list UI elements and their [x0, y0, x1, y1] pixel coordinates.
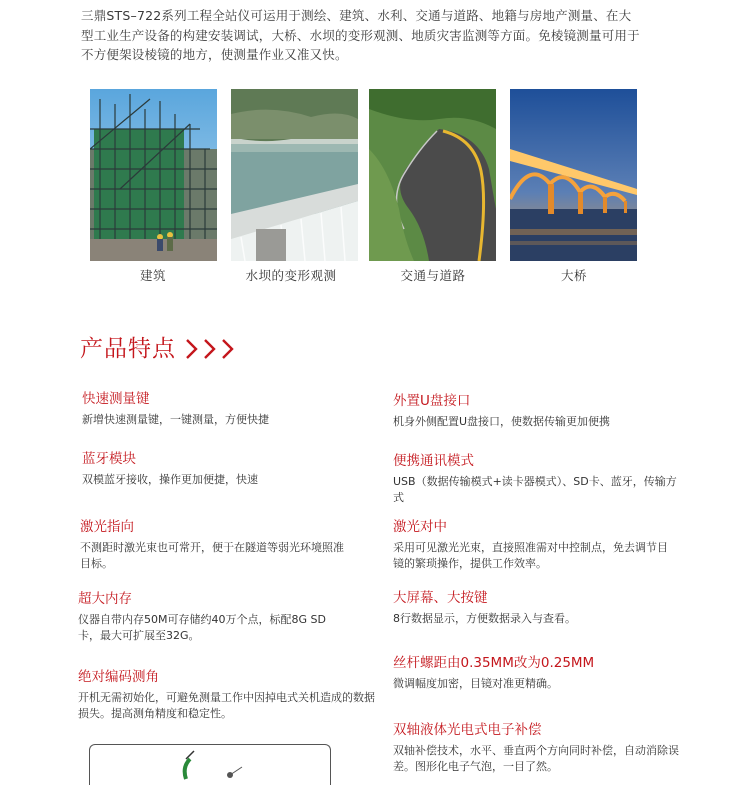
- photo-caption: 水坝的变形观测: [245, 268, 337, 283]
- feature-item: [78, 668, 378, 722]
- feature-desc: 双模蓝牙接收，操作更加便捷，快速: [82, 473, 258, 486]
- triple-chevron-icon: [184, 336, 240, 362]
- photo-caption: 交通与道路: [400, 268, 466, 283]
- feature-title: 丝杆螺距由0.35MM改为0.25MM: [393, 655, 595, 671]
- feature-item: [393, 392, 683, 430]
- feature-title: 激光对中: [393, 519, 447, 535]
- feature-item: [393, 518, 673, 572]
- feature-item: [78, 590, 350, 644]
- feature-item: [393, 654, 693, 692]
- feature-desc: 双轴补偿技术，水平、垂直两个方向同时补偿，自动消除误差。图形化电子气泡，一目了然。: [393, 744, 679, 773]
- feature-item: [393, 452, 685, 506]
- feature-title: 双轴液体光电式电子补偿: [393, 722, 542, 738]
- feature-title: 绝对编码测角: [78, 669, 159, 685]
- construction-photo: [90, 89, 217, 261]
- feature-title: 快速测量键: [82, 391, 150, 407]
- feature-desc: 微调幅度加密，目镜对准更精确。: [393, 677, 558, 690]
- feature-item: [393, 589, 683, 627]
- feature-item: [82, 450, 372, 488]
- photo-caption: 大桥: [560, 268, 587, 283]
- feature-item: [393, 721, 683, 775]
- feature-title: 超大内存: [78, 591, 132, 607]
- feature-desc: 新增快速测量键，一键测量，方便快捷: [82, 413, 269, 426]
- feature-title: 大屏幕、大按键: [393, 590, 488, 606]
- feature-title: 外置U盘接口: [393, 393, 471, 409]
- bridge-photo: [510, 89, 637, 261]
- feature-item: [82, 390, 372, 428]
- feature-desc: 机身外侧配置U盘接口，使数据传输更加便携: [393, 415, 611, 428]
- dam-photo: [231, 89, 358, 261]
- feature-desc: 8行数据显示，方便数据录入与查看。: [393, 612, 576, 625]
- device-illustration: [89, 744, 331, 785]
- feature-title: 蓝牙模块: [82, 451, 136, 467]
- intro-paragraph: 三鼎STS–722系列工程全站仪可运用于测绘、建筑、水利、交通与道路、地籍与房地产测量、在大型工业生产设备的构建安装调试，大桥、水坝的变形观测、地质灾害监测等方面。免棱镜测量可用于不方便架设棱镜的地方，使测量作业又准又快。: [81, 8, 640, 62]
- feature-title: 便携通讯模式: [393, 453, 474, 469]
- road-photo: [369, 89, 496, 261]
- feature-desc: USB（数据传输模式+读卡器模式）、SD卡、蓝牙，传输方式: [393, 475, 677, 504]
- feature-item: [80, 518, 350, 572]
- feature-title: 激光指向: [80, 519, 134, 535]
- section-title-text: 产品特点: [80, 336, 176, 362]
- section-title: [80, 331, 240, 367]
- feature-desc: 开机无需初始化，可避免测量工作中因掉电式关机造成的数据损失。提高测角精度和稳定性。: [78, 691, 375, 720]
- feature-desc: 仪器自带内存50M可存储约40万个点，标配8G SD 卡，最大可扩展至32G。: [78, 613, 326, 642]
- feature-desc: 不测距时激光束也可常开，便于在隧道等弱光环境照准目标。: [80, 541, 344, 570]
- feature-desc: 采用可见激光光束，直接照准需对中控制点，免去调节目镜的繁琐操作，提供工作效率。: [393, 541, 668, 570]
- photo-caption: 建筑: [139, 268, 166, 283]
